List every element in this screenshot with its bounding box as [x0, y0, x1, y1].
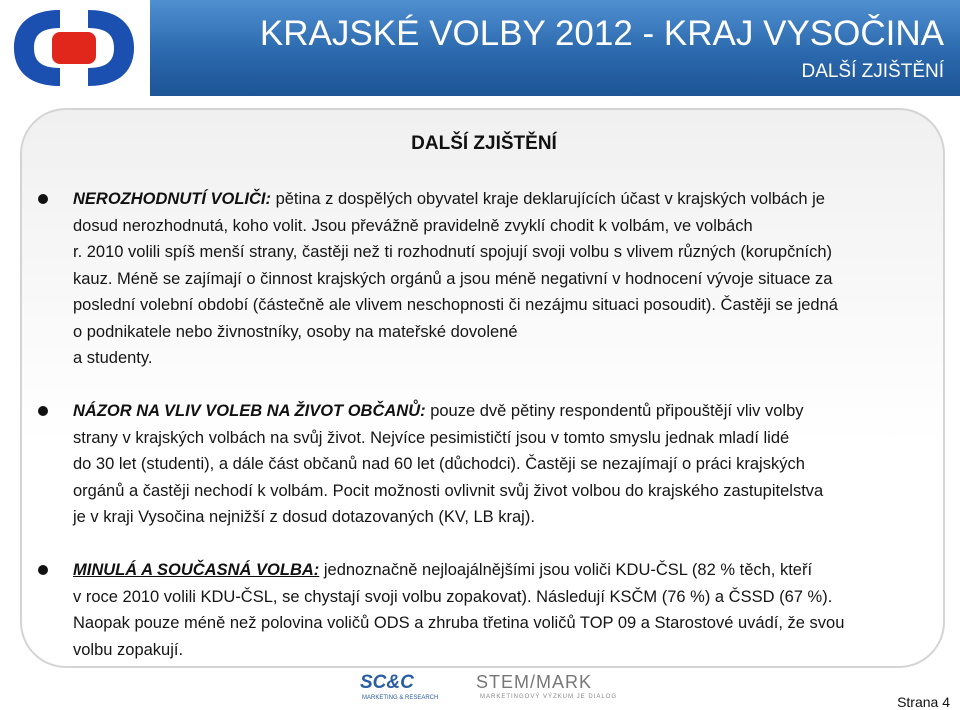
page-title: KRAJSKÉ VOLBY 2012 - KRAJ VYSOČINA	[259, 14, 944, 53]
paragraph-line: volbu zopakují.	[73, 640, 184, 659]
bullet-dot	[38, 565, 48, 575]
scc-logo: SC&C	[360, 672, 414, 693]
bullet-dot	[38, 406, 48, 416]
header-bar	[0, 0, 960, 96]
bullet-dot	[38, 194, 48, 204]
paragraph-line: do 30 let (studenti), a dále část občanů nad 60 let (důchodci). Častěji se nezajímají o práci krajských	[73, 455, 805, 473]
bullet-paragraph-election-influence	[73, 398, 933, 531]
page-subtitle: DALŠÍ ZJIŠTĚNÍ	[801, 61, 944, 82]
ct-logo-icon-graphic	[8, 6, 140, 90]
paragraph-line: orgánů a častěji nechodí k volbám. Pocit možnosti ovlivnit svůj život volbou do krajského zastupitelstva	[73, 481, 824, 500]
paragraph-line: kauz. Méně se zajímají o činnost krajských orgánů a jsou méně negativní v hodnocení vývoje situace za	[73, 269, 833, 288]
bullet-lead: NEROZHODNUTÍ VOLIČI:	[73, 190, 271, 208]
paragraph-line	[73, 398, 933, 425]
paragraph-line: strany v krajských volbách na svůj život. Nejvíce pesimističtí jsou v tomto smyslu jednak mladí lidé	[73, 428, 790, 447]
stem-mark-tagline: MARKETINGOVÝ VÝZKUM JE DIALOG	[480, 694, 618, 700]
scc-logo-tagline: MARKETING & RESEARCH	[362, 695, 439, 701]
bullet-paragraph-past-current-vote	[73, 557, 933, 663]
bullet-lead: MINULÁ A SOUČASNÁ VOLBA:	[73, 561, 320, 579]
stem-mark-logo: STEM/MARK	[476, 672, 593, 692]
paragraph-line: r. 2010 volili spíš menší strany, častěji než ti rozhodnutí spojují svoji volbu s vlivem různých (korupčních)	[73, 243, 833, 261]
paragraph-text: pětina z dospělých obyvatel kraje deklarujících účast v krajských volbách je	[271, 190, 825, 208]
paragraph-line: poslední volební období (částečně ale vlivem neschopnosti či nezájmu situaci posoudit). Častěji se jedná	[73, 296, 838, 314]
paragraph-line	[73, 186, 933, 213]
footer-logos	[360, 668, 620, 708]
paragraph-line	[73, 557, 933, 584]
paragraph-text: pouze dvě pětiny respondentů připouštějí vliv volby	[425, 402, 804, 420]
paragraph-line: v roce 2010 volili KDU-ČSL, se chystají svoji volbu zopakovat). Následují KSČM (76 %) a ČSSD (67 %).	[73, 587, 833, 606]
panel-title: DALŠÍ ZJIŠTĚNÍ	[411, 133, 557, 154]
bullet-lead: NÁZOR NA VLIV VOLEB NA ŽIVOT OBČANŮ:	[73, 402, 426, 420]
paragraph-line: Naopak pouze méně než polovina voličů ODS a zhruba třetina voličů TOP 09 a Starostové uvádí, že svou	[73, 614, 845, 632]
paragraph-line: je v kraji Vysočina nejnižší z dosud dotazovaných (KV, LB kraj).	[73, 508, 535, 526]
page-number: Strana 4	[897, 694, 950, 710]
paragraph-line: a studenty.	[73, 349, 153, 367]
ct-logo-icon	[0, 0, 150, 96]
paragraph-line: o podnikatele nebo živnostníky, osoby na mateřské dovolené	[73, 322, 518, 341]
paragraph-line: dosud nerozhodnutá, koho volit. Jsou převážně pravidelně zvyklí chodit k volbám, ve volbách	[73, 216, 753, 235]
bullet-paragraph-undecided-voters	[73, 186, 933, 372]
paragraph-text: jednoznačně nejloajálnějšími jsou voliči KDU-ČSL (82 % těch, kteří	[319, 561, 813, 579]
